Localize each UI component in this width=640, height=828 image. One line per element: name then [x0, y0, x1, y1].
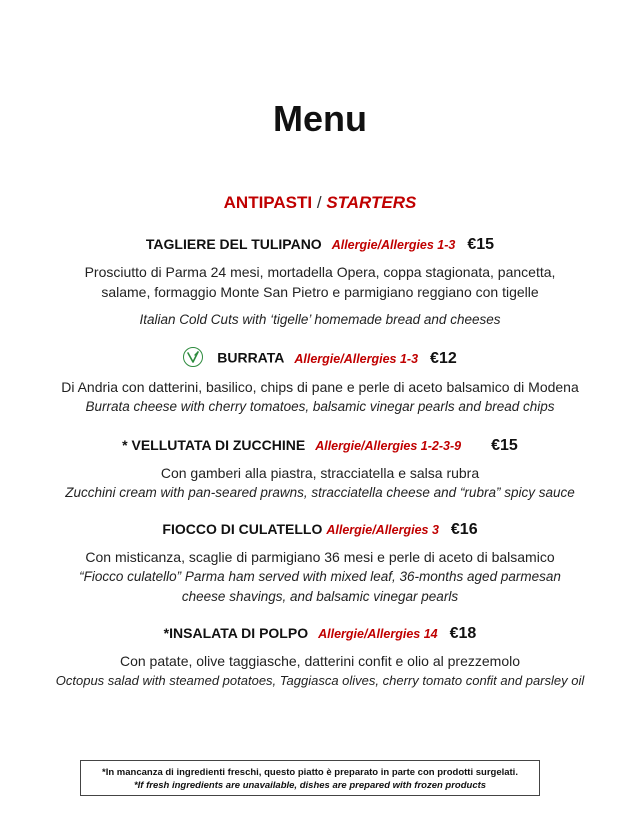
dish-header	[0, 236, 640, 254]
dish-description-en-line: “Fiocco culatello” Parma ham served with mixed leaf, 36-months aged parmesan	[79, 569, 561, 584]
dish-description-en-line: Octopus salad with steamed potatoes, Taggiasca olives, cherry tomato confit and parsley oil	[55, 673, 585, 688]
section-title-it: ANTIPASTI	[223, 193, 313, 212]
dish-header	[0, 437, 640, 455]
dish-description-en-line: Zucchini cream with pan-seared prawns, stracciatella cheese and “rubra” spicy sauce	[65, 485, 575, 500]
section-separator: /	[316, 193, 322, 212]
dish-description-line: Con gamberi alla piastra, stracciatella e salsa rubra	[160, 465, 480, 481]
dish-price: €16	[450, 521, 478, 538]
dish-description-en-line: Italian Cold Cuts with ‘tigelle’ homemade bread and cheeses	[139, 312, 501, 327]
dish-description	[0, 377, 640, 397]
dish-description-en-line: Burrata cheese with cherry tomatoes, balsamic vinegar pearls and bread chips	[85, 399, 555, 414]
dish-allergy: Allergie/Allergies 14	[318, 627, 438, 641]
dish-description-en	[0, 567, 640, 607]
dish-description-line: Di Andria con datterini, basilico, chips di pane e perle di aceto balsamico di Modena	[61, 379, 579, 395]
dish-description-line: Prosciutto di Parma 24 mesi, mortadella Opera, coppa stagionata, pancetta,	[84, 264, 556, 280]
section-title-en: STARTERS	[326, 193, 417, 212]
dish-insalata-polpo	[0, 625, 640, 691]
dish-name: FIOCCO DI CULATELLO	[162, 521, 323, 537]
dish-description-en-line: cheese shavings, and balsamic vinegar pearls	[181, 589, 459, 604]
dish-description	[0, 463, 640, 483]
dish-price: €18	[449, 625, 477, 642]
dish-description-line: Con patate, olive taggiasche, datterini confit e olio al prezzemolo	[119, 653, 520, 669]
dish-header	[0, 349, 640, 369]
dish-description-en	[0, 397, 640, 417]
dish-price: €12	[430, 349, 457, 367]
dish-vellutata	[0, 437, 640, 503]
dish-description	[0, 651, 640, 671]
dish-tagliere	[0, 236, 640, 330]
dish-price: €15	[491, 437, 518, 454]
dish-description-en	[0, 671, 640, 691]
dish-description-line: Con misticanza, scaglie di parmigiano 36 mesi e perle di aceto di balsamico	[85, 549, 555, 565]
dish-name: TAGLIERE DEL TULIPANO	[145, 236, 322, 252]
dish-allergy: Allergie/Allergies 1-3	[294, 351, 419, 366]
dish-description-en	[0, 483, 640, 503]
footnote-en: *If fresh ingredients are unavailable, dishes are prepared with frozen products	[133, 780, 487, 791]
dish-name: *INSALATA DI POLPO	[163, 625, 309, 641]
dish-burrata	[0, 349, 640, 417]
dish-description	[0, 262, 640, 302]
footnote-it: *In mancanza di ingredienti freschi, questo piatto è preparato in parte con prodotti surgelati.	[102, 767, 518, 778]
dish-allergy: Allergie/Allergies 1-2-3-9	[315, 439, 462, 453]
page-title: Menu	[273, 98, 367, 139]
dish-description-line: salame, formaggio Monte San Pietro e parmigiano reggiano con tigelle	[101, 284, 539, 300]
dish-description-en	[0, 310, 640, 330]
section-heading	[0, 193, 640, 213]
footnote-box	[80, 760, 540, 796]
dish-header	[0, 521, 640, 539]
dish-header	[0, 625, 640, 643]
dish-allergy: Allergie/Allergies 1-3	[331, 238, 456, 252]
dish-culatello	[0, 521, 640, 607]
dish-price: €15	[467, 236, 495, 253]
vegetarian-icon	[183, 347, 203, 367]
dish-name: BURRATA	[217, 349, 285, 366]
dish-name: * VELLUTATA DI ZUCCHINE	[122, 437, 306, 453]
dish-description	[0, 547, 640, 567]
dish-allergy: Allergie/Allergies 3	[326, 523, 439, 537]
